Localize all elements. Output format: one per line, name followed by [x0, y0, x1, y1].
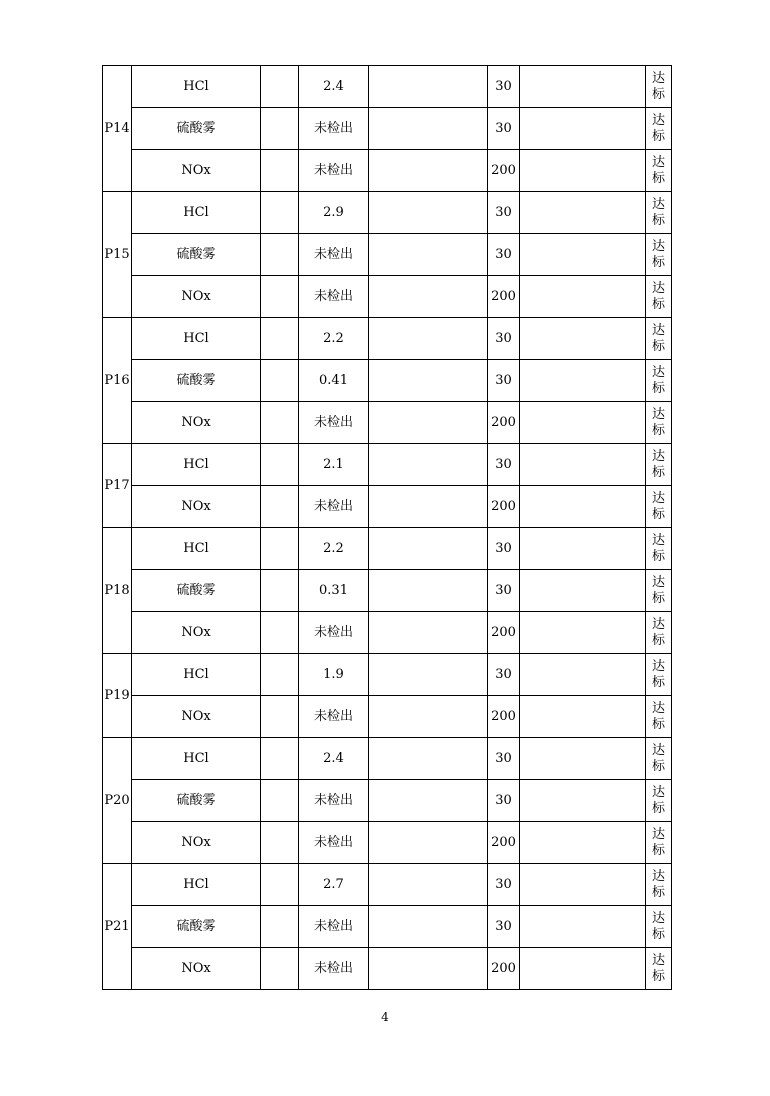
limit-value-cell: 200 — [488, 150, 520, 192]
empty-cell — [520, 66, 646, 108]
result-label: 达标 — [651, 154, 665, 186]
result-cell — [646, 570, 672, 612]
result-cell — [646, 948, 672, 990]
empty-cell — [520, 444, 646, 486]
empty-cell — [520, 318, 646, 360]
empty-cell — [369, 486, 488, 528]
pollutant-cell: 硫酸雾 — [132, 360, 261, 402]
empty-cell — [369, 570, 488, 612]
limit-value-cell: 30 — [488, 108, 520, 150]
empty-cell — [369, 402, 488, 444]
result-label: 达标 — [651, 532, 665, 564]
result-cell — [646, 780, 672, 822]
emissions-table — [102, 65, 672, 990]
empty-cell — [261, 528, 299, 570]
result-label: 达标 — [651, 196, 665, 228]
measured-value-cell: 2.9 — [299, 192, 369, 234]
empty-cell — [261, 402, 299, 444]
result-cell — [646, 276, 672, 318]
station-cell: P21 — [103, 864, 132, 990]
limit-value-cell: 200 — [488, 696, 520, 738]
station-cell: P20 — [103, 738, 132, 864]
measured-value-cell: 0.41 — [299, 360, 369, 402]
table-row — [103, 234, 672, 276]
result-cell — [646, 612, 672, 654]
empty-cell — [261, 276, 299, 318]
empty-cell — [261, 150, 299, 192]
result-cell — [646, 444, 672, 486]
pollutant-cell: NOx — [132, 486, 261, 528]
empty-cell — [520, 906, 646, 948]
result-label: 达标 — [651, 448, 665, 480]
empty-cell — [369, 150, 488, 192]
limit-value-cell: 30 — [488, 234, 520, 276]
empty-cell — [369, 780, 488, 822]
measured-value-cell: 未检出 — [299, 780, 369, 822]
result-label: 达标 — [651, 658, 665, 690]
pollutant-cell: HCl — [132, 738, 261, 780]
limit-value-cell: 200 — [488, 486, 520, 528]
result-cell — [646, 486, 672, 528]
empty-cell — [261, 864, 299, 906]
empty-cell — [369, 738, 488, 780]
empty-cell — [520, 570, 646, 612]
result-cell — [646, 66, 672, 108]
pollutant-cell: HCl — [132, 528, 261, 570]
measured-value-cell: 1.9 — [299, 654, 369, 696]
pollutant-cell: HCl — [132, 864, 261, 906]
empty-cell — [520, 780, 646, 822]
empty-cell — [369, 864, 488, 906]
measured-value-cell: 未检出 — [299, 234, 369, 276]
limit-value-cell: 30 — [488, 570, 520, 612]
empty-cell — [520, 864, 646, 906]
limit-value-cell: 30 — [488, 780, 520, 822]
empty-cell — [520, 108, 646, 150]
result-label: 达标 — [651, 952, 665, 984]
empty-cell — [261, 654, 299, 696]
limit-value-cell: 30 — [488, 906, 520, 948]
table-row — [103, 780, 672, 822]
pollutant-cell: NOx — [132, 948, 261, 990]
measured-value-cell: 未检出 — [299, 948, 369, 990]
limit-value-cell: 200 — [488, 402, 520, 444]
result-label: 达标 — [651, 910, 665, 942]
empty-cell — [369, 360, 488, 402]
empty-cell — [369, 696, 488, 738]
station-cell: P19 — [103, 654, 132, 738]
result-label: 达标 — [651, 364, 665, 396]
limit-value-cell: 30 — [488, 528, 520, 570]
limit-value-cell: 200 — [488, 948, 520, 990]
station-cell: P17 — [103, 444, 132, 528]
table-row — [103, 822, 672, 864]
empty-cell — [261, 780, 299, 822]
table-row — [103, 528, 672, 570]
result-cell — [646, 318, 672, 360]
empty-cell — [369, 66, 488, 108]
empty-cell — [520, 234, 646, 276]
limit-value-cell: 30 — [488, 318, 520, 360]
limit-value-cell: 200 — [488, 822, 520, 864]
table-row — [103, 570, 672, 612]
measured-value-cell: 未检出 — [299, 612, 369, 654]
table-row — [103, 108, 672, 150]
empty-cell — [520, 402, 646, 444]
result-cell — [646, 528, 672, 570]
pollutant-cell: 硫酸雾 — [132, 108, 261, 150]
pollutant-cell: HCl — [132, 318, 261, 360]
table-row — [103, 864, 672, 906]
empty-cell — [520, 528, 646, 570]
empty-cell — [369, 612, 488, 654]
result-label: 达标 — [651, 70, 665, 102]
result-cell — [646, 654, 672, 696]
limit-value-cell: 30 — [488, 192, 520, 234]
empty-cell — [369, 234, 488, 276]
empty-cell — [261, 948, 299, 990]
empty-cell — [261, 906, 299, 948]
empty-cell — [261, 738, 299, 780]
empty-cell — [369, 654, 488, 696]
limit-value-cell: 30 — [488, 66, 520, 108]
empty-cell — [261, 234, 299, 276]
table-body — [103, 66, 672, 990]
empty-cell — [261, 318, 299, 360]
page-number: 4 — [381, 1010, 389, 1024]
limit-value-cell: 30 — [488, 654, 520, 696]
limit-value-cell: 30 — [488, 444, 520, 486]
pollutant-cell: 硫酸雾 — [132, 906, 261, 948]
limit-value-cell: 30 — [488, 738, 520, 780]
pollutant-cell: 硫酸雾 — [132, 570, 261, 612]
empty-cell — [369, 528, 488, 570]
measured-value-cell: 2.4 — [299, 738, 369, 780]
pollutant-cell: NOx — [132, 612, 261, 654]
table-row — [103, 948, 672, 990]
result-cell — [646, 906, 672, 948]
measured-value-cell: 2.4 — [299, 66, 369, 108]
empty-cell — [520, 360, 646, 402]
empty-cell — [261, 486, 299, 528]
empty-cell — [261, 108, 299, 150]
empty-cell — [261, 66, 299, 108]
station-cell: P14 — [103, 66, 132, 192]
result-label: 达标 — [651, 280, 665, 312]
result-cell — [646, 192, 672, 234]
empty-cell — [520, 654, 646, 696]
limit-value-cell: 30 — [488, 360, 520, 402]
table-row — [103, 654, 672, 696]
result-cell — [646, 402, 672, 444]
table-row — [103, 276, 672, 318]
pollutant-cell: 硫酸雾 — [132, 234, 261, 276]
empty-cell — [261, 570, 299, 612]
station-cell: P15 — [103, 192, 132, 318]
pollutant-cell: HCl — [132, 192, 261, 234]
limit-value-cell: 200 — [488, 276, 520, 318]
table-row — [103, 192, 672, 234]
measured-value-cell: 2.2 — [299, 318, 369, 360]
pollutant-cell: NOx — [132, 276, 261, 318]
empty-cell — [520, 150, 646, 192]
station-cell: P16 — [103, 318, 132, 444]
measured-value-cell: 2.1 — [299, 444, 369, 486]
result-cell — [646, 822, 672, 864]
measured-value-cell: 未检出 — [299, 108, 369, 150]
empty-cell — [369, 822, 488, 864]
result-cell — [646, 696, 672, 738]
empty-cell — [520, 696, 646, 738]
empty-cell — [369, 108, 488, 150]
pollutant-cell: NOx — [132, 150, 261, 192]
empty-cell — [261, 444, 299, 486]
table-row — [103, 360, 672, 402]
result-label: 达标 — [651, 574, 665, 606]
result-label: 达标 — [651, 868, 665, 900]
table-row — [103, 402, 672, 444]
station-cell: P18 — [103, 528, 132, 654]
empty-cell — [261, 360, 299, 402]
empty-cell — [520, 738, 646, 780]
empty-cell — [520, 822, 646, 864]
measured-value-cell: 未检出 — [299, 276, 369, 318]
empty-cell — [369, 192, 488, 234]
pollutant-cell: HCl — [132, 444, 261, 486]
result-label: 达标 — [651, 700, 665, 732]
measured-value-cell: 未检出 — [299, 696, 369, 738]
pollutant-cell: HCl — [132, 654, 261, 696]
limit-value-cell: 30 — [488, 864, 520, 906]
empty-cell — [520, 192, 646, 234]
pollutant-cell: NOx — [132, 822, 261, 864]
measured-value-cell: 未检出 — [299, 150, 369, 192]
pollutant-cell: NOx — [132, 402, 261, 444]
empty-cell — [520, 948, 646, 990]
measured-value-cell: 2.2 — [299, 528, 369, 570]
result-cell — [646, 738, 672, 780]
result-label: 达标 — [651, 490, 665, 522]
result-label: 达标 — [651, 616, 665, 648]
pollutant-cell: 硫酸雾 — [132, 780, 261, 822]
empty-cell — [369, 318, 488, 360]
measured-value-cell: 2.7 — [299, 864, 369, 906]
pollutant-cell: NOx — [132, 696, 261, 738]
result-label: 达标 — [651, 742, 665, 774]
result-label: 达标 — [651, 406, 665, 438]
result-cell — [646, 108, 672, 150]
measured-value-cell: 未检出 — [299, 822, 369, 864]
result-label: 达标 — [651, 112, 665, 144]
result-label: 达标 — [651, 322, 665, 354]
result-cell — [646, 234, 672, 276]
empty-cell — [520, 276, 646, 318]
empty-cell — [369, 948, 488, 990]
pollutant-cell: HCl — [132, 66, 261, 108]
result-label: 达标 — [651, 826, 665, 858]
measured-value-cell: 0.31 — [299, 570, 369, 612]
empty-cell — [261, 822, 299, 864]
result-cell — [646, 864, 672, 906]
result-label: 达标 — [651, 238, 665, 270]
measured-value-cell: 未检出 — [299, 906, 369, 948]
measured-value-cell: 未检出 — [299, 402, 369, 444]
table-row — [103, 66, 672, 108]
empty-cell — [369, 444, 488, 486]
empty-cell — [369, 276, 488, 318]
table-row — [103, 906, 672, 948]
result-cell — [646, 360, 672, 402]
table-row — [103, 738, 672, 780]
table-row — [103, 486, 672, 528]
result-label: 达标 — [651, 784, 665, 816]
empty-cell — [520, 486, 646, 528]
table-row — [103, 318, 672, 360]
empty-cell — [520, 612, 646, 654]
empty-cell — [369, 906, 488, 948]
empty-cell — [261, 192, 299, 234]
table-row — [103, 150, 672, 192]
empty-cell — [261, 696, 299, 738]
table-row — [103, 696, 672, 738]
measured-value-cell: 未检出 — [299, 486, 369, 528]
table-row — [103, 444, 672, 486]
limit-value-cell: 200 — [488, 612, 520, 654]
table-row — [103, 612, 672, 654]
empty-cell — [261, 612, 299, 654]
result-cell — [646, 150, 672, 192]
